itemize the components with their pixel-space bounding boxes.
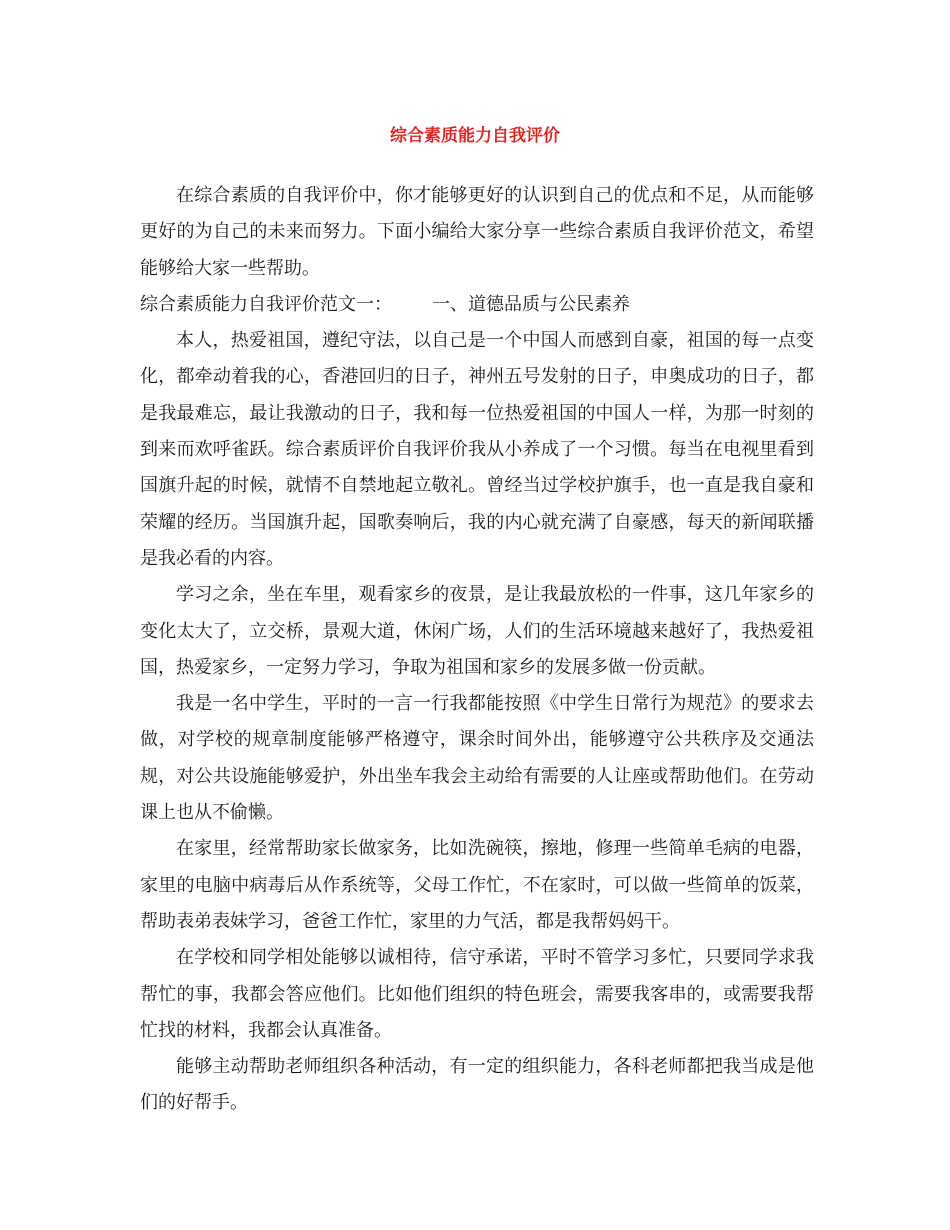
- body-paragraph-6: 能够主动帮助老师组织各种活动，有一定的组织能力，各科老师都把我当成是他们的好帮手。: [140, 1056, 814, 1114]
- body-paragraph-3: 我是一名中学生，平时的一言一行我都能按照《中学生日常行为规范》的要求去做，对学校的规章制度能够严格遵守，课余时间外出，能够遵守公共秩序及交通法规，对公共设施能够爱护，外出坐车我会主动给有需要的人让座或帮助他们。在劳动课上也从不偷懒。: [140, 693, 814, 824]
- document-title: 综合素质能力自我评价: [390, 126, 560, 146]
- intro-paragraph: 在综合素质的自我评价中，你才能够更好的认识到自己的优点和不足，从而能够更好的为自己的未来而努力。下面小编给大家分享一些综合素质自我评价范文，希望能够给大家一些帮助。: [140, 185, 814, 279]
- body-paragraph-5: 在学校和同学相处能够以诚相待，信守承诺，平时不管学习多忙，只要同学求我帮忙的事，我都会答应他们。比如他们组织的特色班会，需要我客串的，或需要我帮忙找的材料，我都会认真准备。: [140, 947, 814, 1041]
- body-paragraph-1: 本人，热爱祖国，遵纪守法，以自己是一个中国人而感到自豪，祖国的每一点变化，都牵动着我的心，香港回归的日子，神州五号发射的日子，申奥成功的日子，都是我最难忘，最让我激动的日子，我和每一位热爱祖国的中国人一样，为那一时刻的到来而欢呼雀跃。综合素质评价自我评价我从小养成了一个习惯。每当在电视里看到国旗升起的时候，就情不自禁地起立敬礼。曾经当过学校护旗手，也一直是我自豪和荣耀的经历。当国旗升起，国歌奏响后，我的内心就充满了自豪感，每天的新闻联播是我必看的内容。: [140, 330, 814, 569]
- body-paragraph-4: 在家里，经常帮助家长做家务，比如洗碗筷，擦地，修理一些简单毛病的电器，家里的电脑中病毒后从作系统等，父母工作忙，不在家时，可以做一些简单的饭菜，帮助表弟表妹学习，爸爸工作忙，家里的力气活，都是我帮妈妈干。: [140, 838, 814, 932]
- body-paragraph-2: 学习之余，坐在车里，观看家乡的夜景，是让我最放松的一件事，这几年家乡的变化太大了，立交桥，景观大道，休闲广场，人们的生活环境越来越好了，我热爱祖国，热爱家乡，一定努力学习，争取为祖国和家乡的发展多做一份贡献。: [140, 584, 814, 678]
- document-body: [140, 178, 814, 1122]
- sample-heading-line: [140, 287, 814, 323]
- sample-label: 综合素质能力自我评价范文一：: [140, 293, 392, 315]
- section-heading: 一、道德品质与公民素养: [432, 293, 630, 315]
